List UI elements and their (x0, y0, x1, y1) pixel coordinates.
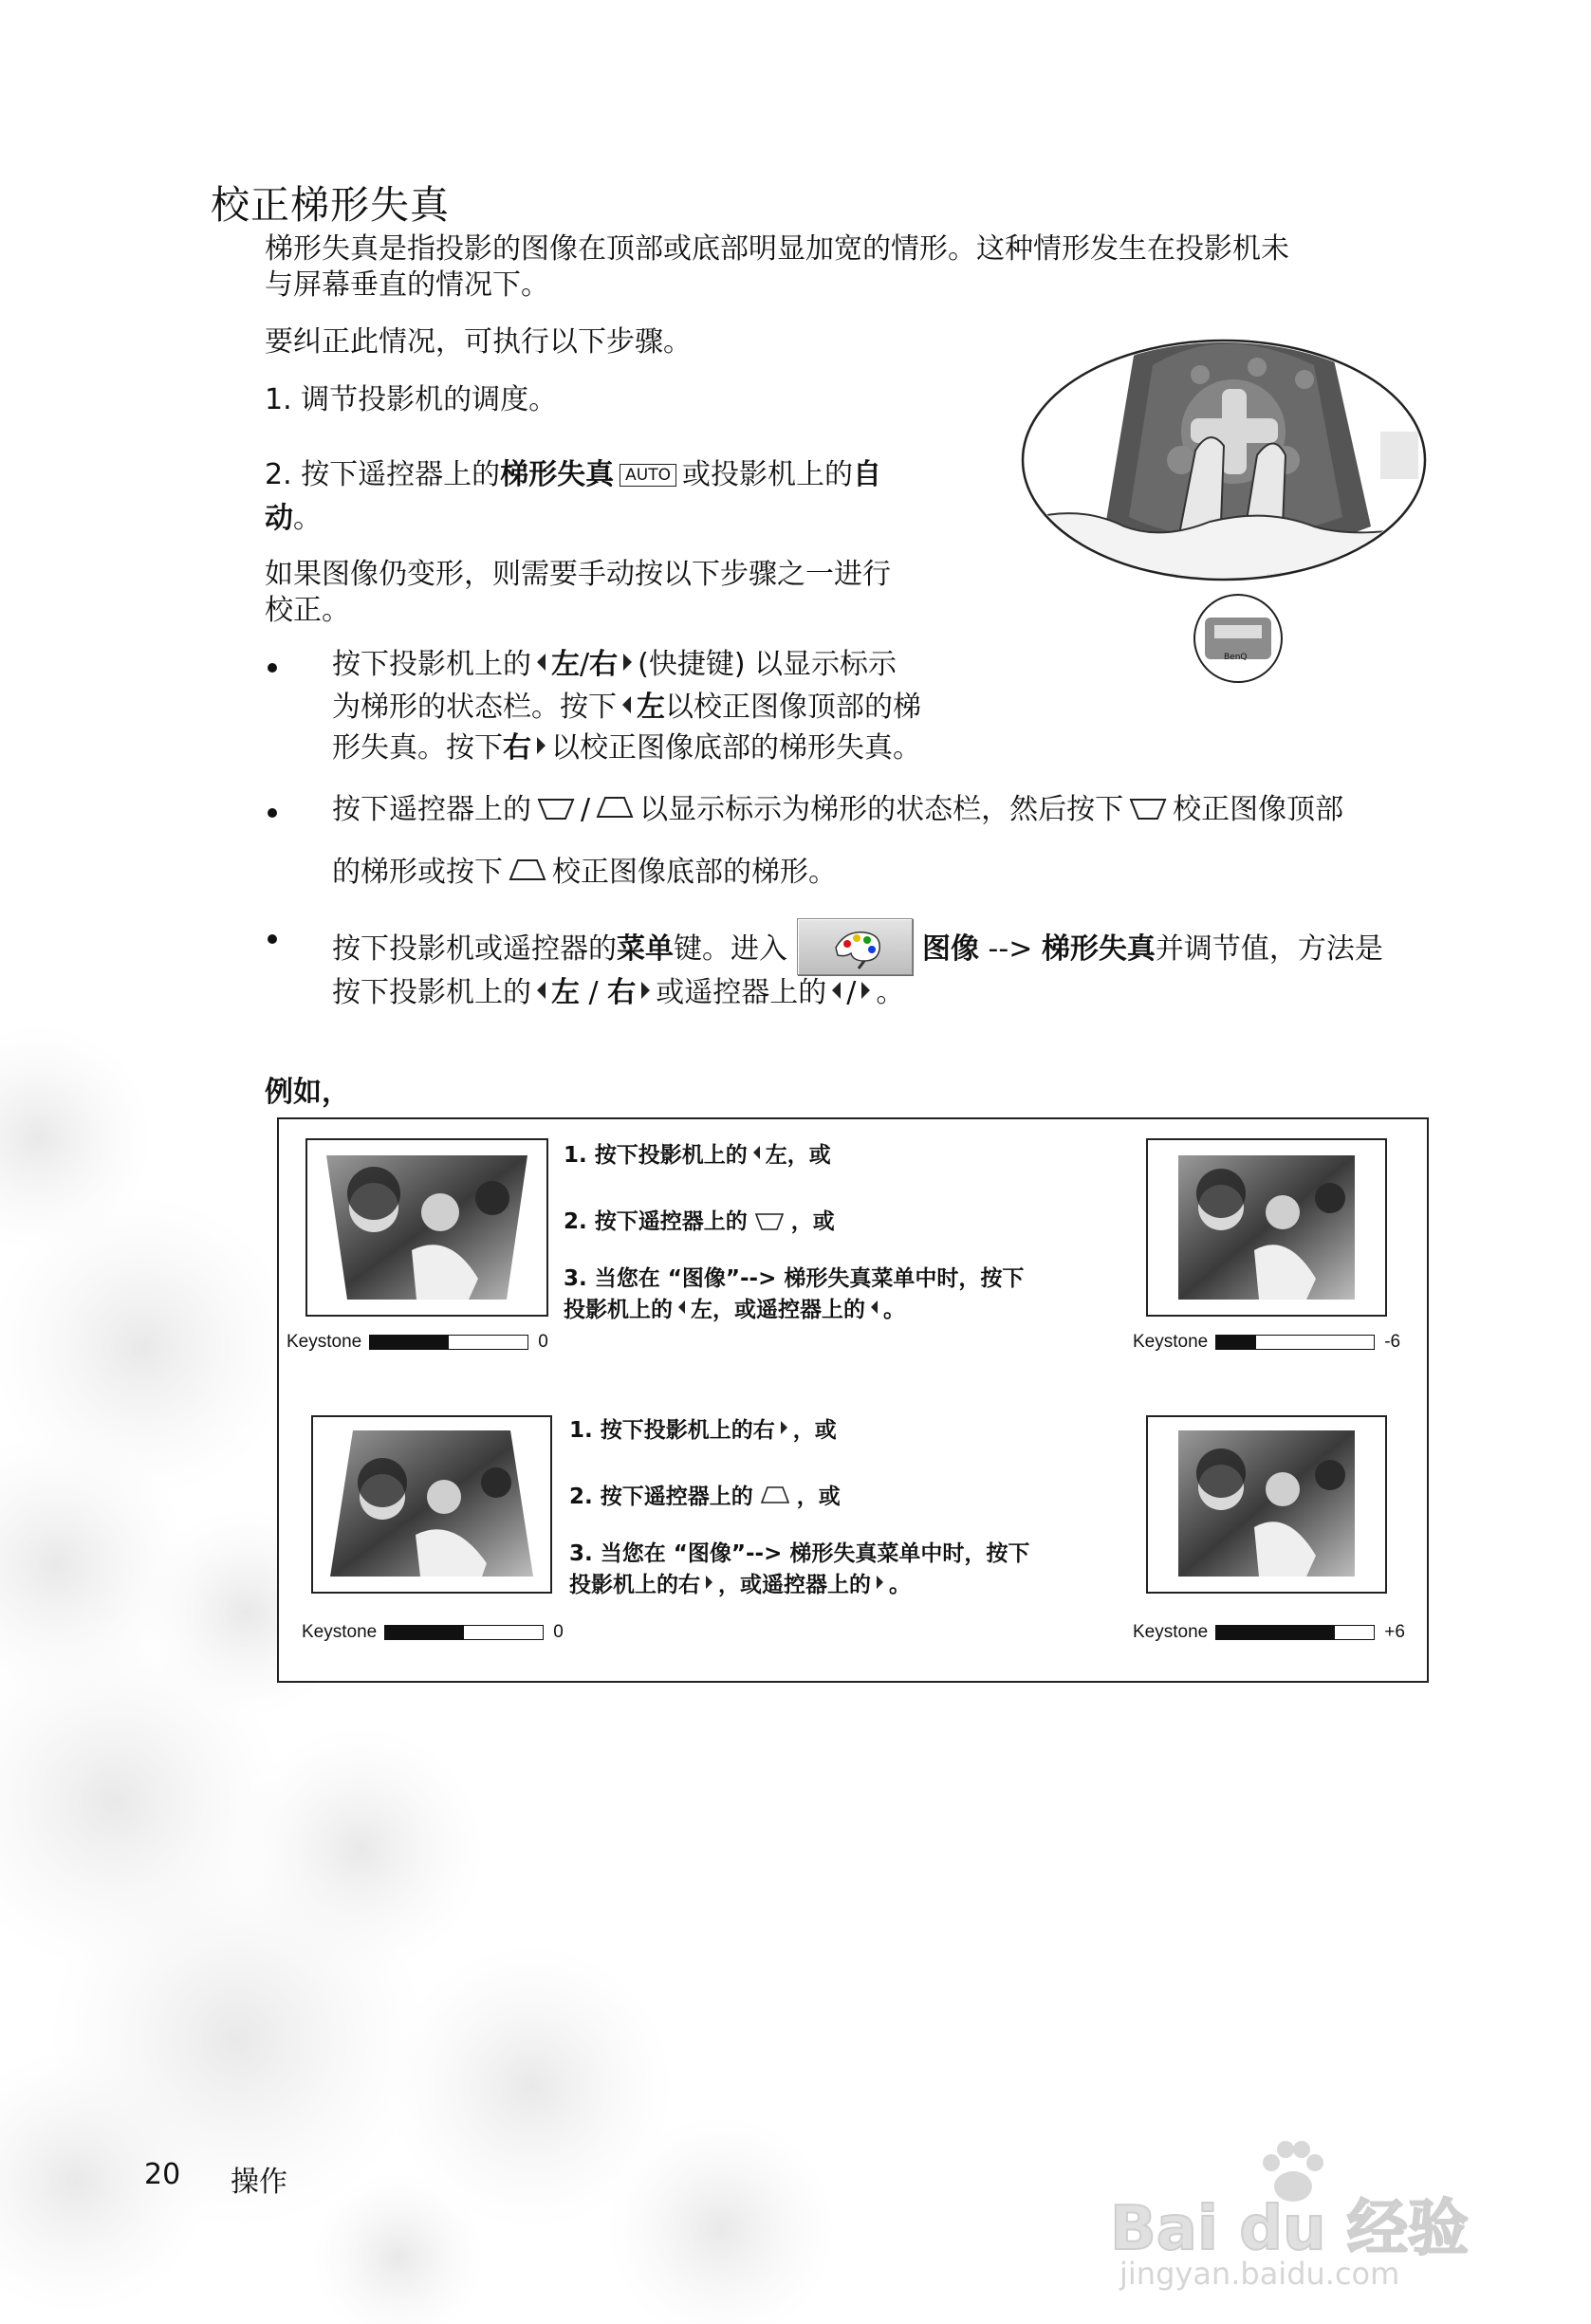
example-label: 例如， (265, 1076, 350, 1109)
top-step-1 (564, 1140, 831, 1171)
separator: / (588, 976, 599, 1009)
page-number: 20 (144, 2158, 181, 2191)
text: 按下遥控器上的 (332, 793, 531, 826)
bottom-step-2 (569, 1482, 841, 1513)
left-key-name: 左 (551, 976, 580, 1009)
separator: / (581, 793, 591, 826)
bullet-1-line-2 (332, 690, 921, 726)
text: 1. 按下投影机上的 (564, 1143, 748, 1168)
picture-menu-name: 图像 (922, 932, 979, 966)
distorted-photo (326, 1155, 527, 1300)
svg-text:BenQ: BenQ (1224, 653, 1248, 662)
text: 。 (889, 1573, 911, 1597)
top-step-3-line-2 (564, 1295, 905, 1326)
keystone-up-icon (509, 857, 546, 885)
keystone-label: Keystone (287, 1332, 362, 1352)
keystone-down-icon (1129, 794, 1167, 822)
auto-key-icon: AUTO (620, 464, 676, 487)
text: 左，或 (765, 1143, 831, 1168)
right-arrow-icon (706, 1576, 712, 1589)
keystone-bar-fill (370, 1336, 449, 1349)
arrow: --> (988, 932, 1033, 966)
keystone-bar (1215, 1625, 1375, 1640)
example-box (277, 1117, 1429, 1683)
section-name: 操作 (231, 2166, 287, 2199)
text: ，或 (796, 1485, 841, 1509)
text: 2. 按下遥控器上的 (569, 1485, 753, 1509)
text: 1. 按下投影机上的右 (569, 1418, 775, 1443)
bullet-dot (268, 808, 277, 818)
text: 以校正图像底部的梯形失真。 (551, 731, 921, 765)
left-arrow-icon (832, 982, 841, 999)
text: 按下投影机或遥控器的 (332, 932, 617, 966)
text: 。 (883, 1298, 905, 1322)
keystone-label: Keystone (1133, 1622, 1209, 1642)
bullet-3-line-1 (332, 918, 1383, 975)
top-step-3-line-1: 3. 当您在 “图像”--> 梯形失真菜单中时，按下 (564, 1266, 1025, 1291)
text: 以校正图像顶部的梯 (665, 691, 921, 724)
left-key-name: 左 (637, 691, 665, 724)
text: 校正图像顶部 (1173, 793, 1344, 826)
left-arrow-icon (678, 1300, 685, 1314)
keystone-key-name: 梯形失真 (500, 458, 615, 491)
bottom-step-3-line-2 (569, 1570, 911, 1601)
step-2-text-mid: 或投影机上的 (682, 458, 854, 491)
keystone-bar (384, 1625, 544, 1640)
keystone-value: -6 (1384, 1332, 1401, 1352)
text: 投影机上的 (564, 1298, 673, 1322)
keystone-bar-fill (385, 1626, 464, 1639)
text: 2. 按下遥控器上的 (564, 1209, 748, 1234)
intro-line-2: 与屏幕垂直的情况下。 (265, 268, 549, 302)
keystone-status-bottom-left (302, 1622, 564, 1643)
bullet-2-line-2 (332, 855, 837, 891)
remote-control-illustration (1020, 337, 1437, 688)
bullet-dot (268, 934, 277, 944)
text: ，或遥控器上的 (718, 1573, 871, 1597)
keystone-bar-fill (1216, 1336, 1256, 1349)
auto-key-name: 自 (853, 458, 882, 491)
text: 以显示标示为梯形的状态栏，然后按下 (639, 793, 1124, 826)
keystone-value: 0 (538, 1332, 548, 1352)
text: ，或 (792, 1418, 837, 1443)
right-key-name: 右 (607, 976, 637, 1009)
text: 的梯形或按下 (332, 856, 503, 889)
bullet-dot (268, 663, 277, 673)
corrected-photo (1178, 1430, 1355, 1577)
text: (快捷键) 以显示标示 (638, 648, 897, 681)
separator: / (580, 648, 590, 681)
text: 或遥控器上的 (656, 976, 827, 1009)
screen-after-top (1146, 1138, 1387, 1317)
screen-before-top (305, 1138, 548, 1317)
distorted-photo (330, 1430, 533, 1577)
text: 左，或遥控器上的 (691, 1298, 865, 1322)
bullet-1-line-3 (332, 730, 921, 766)
keystone-bar-fill (1216, 1626, 1335, 1639)
text: 为梯形的状态栏。按下 (332, 691, 617, 724)
text: 校正图像底部的梯形。 (552, 856, 837, 889)
keystone-label: Keystone (302, 1622, 378, 1642)
keystone-up-icon (596, 794, 634, 822)
step-2-line-1 (265, 457, 881, 493)
left-arrow-icon (537, 982, 546, 999)
right-arrow-icon (781, 1421, 787, 1434)
steps-intro: 要纠正此情况，可执行以下步骤。 (265, 325, 692, 359)
left-arrow-icon (871, 1300, 878, 1314)
intro-line-1: 梯形失真是指投影的图像在顶部或底部明显加宽的情形。这种情形发生在投影机未 (265, 232, 1289, 266)
corrected-photo (1178, 1155, 1355, 1300)
right-arrow-icon (877, 1576, 883, 1589)
keystone-status-top-right (1133, 1332, 1400, 1353)
text: ，或 (790, 1209, 835, 1234)
keystone-label: Keystone (1133, 1332, 1209, 1352)
baidu-watermark (1110, 2153, 1489, 2292)
keystone-bar (369, 1335, 528, 1350)
right-arrow-icon (623, 654, 632, 671)
menu-key-name: 菜单 (617, 932, 674, 966)
watermark-brand: Bai du 经验 (1110, 2194, 1469, 2264)
keystone-value: 0 (553, 1622, 564, 1642)
auto-key-name-cont: 动 (265, 502, 293, 535)
page-title: 校正梯形失真 (211, 182, 450, 228)
watermark-url: jingyan.baidu.com (1119, 2256, 1400, 2292)
right-arrow-icon (537, 737, 546, 754)
keystone-up-icon (759, 1485, 791, 1507)
bullet-2-line-1 (332, 792, 1343, 828)
keystone-down-icon (753, 1209, 786, 1232)
keystone-down-icon (537, 794, 575, 822)
screen-after-bottom (1146, 1415, 1387, 1594)
period: 。 (293, 502, 322, 535)
text: 并调节值，方法是 (1155, 932, 1383, 966)
manual-line-1: 如果图像仍变形，则需要手动按以下步骤之一进行 (265, 558, 891, 591)
keystone-status-bottom-right (1133, 1622, 1405, 1643)
step-1: 1. 调节投影机的调度。 (265, 383, 558, 416)
top-step-2 (564, 1207, 835, 1238)
keystone-status-top-left (287, 1332, 548, 1353)
right-key-name: 右 (589, 648, 619, 681)
left-arrow-icon (753, 1146, 760, 1159)
text: 形失真。按下 (332, 731, 503, 765)
bottom-step-3-line-1: 3. 当您在 “图像”--> 梯形失真菜单中时，按下 (569, 1541, 1030, 1566)
step-2-text: 2. 按下遥控器上的 (265, 458, 501, 491)
right-arrow-icon (861, 982, 870, 999)
text: 按下投影机上的 (332, 976, 531, 1009)
bullet-3-line-2 (332, 975, 904, 1011)
left-arrow-icon (622, 696, 631, 713)
right-key-name: 右 (503, 731, 531, 765)
separator: / (846, 976, 857, 1009)
step-2-line-2 (265, 501, 322, 537)
left-arrow-icon (537, 654, 546, 671)
text: 按下投影机上的 (332, 648, 531, 681)
picture-menu-icon (797, 918, 913, 975)
keystone-menu-name: 梯形失真 (1041, 932, 1156, 966)
right-arrow-icon (641, 982, 650, 999)
text: 投影机上的右 (569, 1573, 700, 1597)
keystone-bar (1215, 1335, 1375, 1350)
text: 键。进入 (674, 932, 787, 966)
manual-line-2: 校正。 (265, 594, 350, 627)
screen-before-bottom (311, 1415, 552, 1594)
left-key-name: 左 (551, 648, 580, 681)
keystone-value: +6 (1384, 1622, 1405, 1642)
bottom-step-1 (569, 1415, 837, 1447)
bullet-1-line-1 (332, 647, 897, 683)
period: 。 (876, 976, 905, 1009)
